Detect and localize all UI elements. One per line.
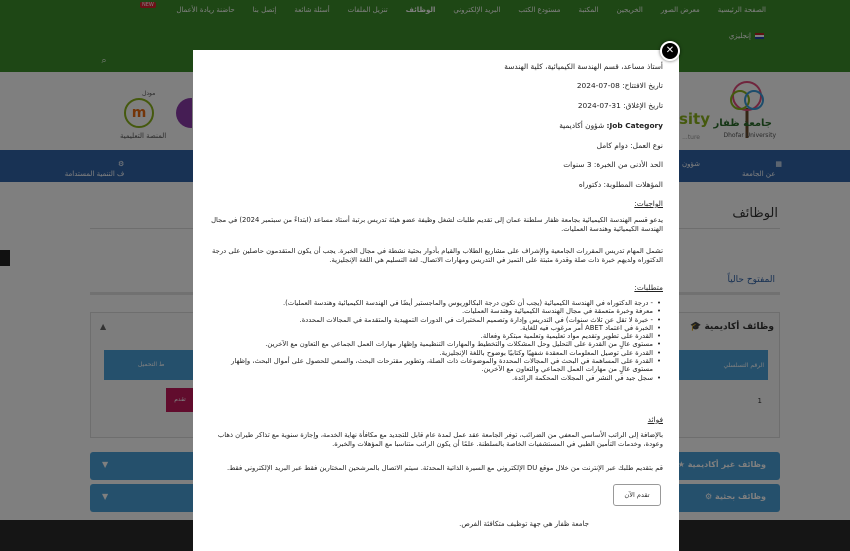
equal-opportunity-note: جامعة ظفار هي جهة توظيف متكافئة الفرص. xyxy=(459,520,589,528)
close-modal-button[interactable] xyxy=(660,41,680,61)
job-category-value: شؤون أكاديمية xyxy=(559,121,605,130)
requirements-heading: متطلبات: xyxy=(634,283,663,292)
list-item: • القدرة على تطوير وتقديم مواد تعليمية وتعلمية مبتكرة وفعالة. xyxy=(211,332,663,340)
duties-paragraph: تشمل المهام تدريس المقررات الجامعية والإشراف على مشاريع الطلاب والقيام بأدوار بحثية نشطة في مجال الخبرة. يجب أن يكون المتقدمون حاصلين على درجة الدكتوراه ولديهم خبرة ذات صلة وقدرة مثبتة على التميز في التدريس ومهارات الاتصال. لغة التسليم هي اللغة الإنجليزية. xyxy=(212,247,663,264)
list-item: • - درجة الدكتوراه في الهندسة الكيميائية (يجب أن تكون درجة البكالوريوس والماجستير أيضًا في الهندسة الكيميائية وهندسة العمليات). xyxy=(211,299,663,307)
list-item: • مستوى عالٍ من القدرة على التحليل وحل المشكلات والتخطيط والمهارات التنظيمية وإظهار مهارات العمل الجماعي مع التعاون مع الآخرين. xyxy=(211,340,663,348)
benefits-heading: فوائد xyxy=(647,415,663,424)
position-title: أستاذ مساعد، قسم الهندسة الكيميائية، كلية الهندسة xyxy=(504,62,663,71)
list-item: • معرفة وخبرة متعمقة في مجال الهندسة الكيميائية وهندسة العمليات. xyxy=(211,307,663,315)
opening-date: تاريخ الافتتاح: 08-07-2024 xyxy=(576,81,663,90)
work-type: نوع العمل: دوام كامل xyxy=(596,141,663,150)
apply-now-button[interactable]: تقدم الآن xyxy=(613,484,661,506)
job-category xyxy=(559,121,663,130)
min-experience: الحد الأدنى من الخبرة: 3 سنوات xyxy=(563,160,663,169)
closing-date: تاريخ الإغلاق: 31-07-2024 xyxy=(577,101,663,110)
qualifications: المؤهلات المطلوبة: دكتوراه xyxy=(578,180,663,189)
list-item: • الخبرة في اعتماد ABET أمر مرغوب فيه للغاية. xyxy=(211,324,663,332)
list-item: • القدرة على توصيل المعلومات المعقدة شفهيًا وكتابيًا بوضوح باللغة الإنجليزية. xyxy=(211,349,663,357)
duties-heading: الواجبات: xyxy=(634,199,663,208)
job-details-modal xyxy=(193,50,679,551)
close-icon: ✕ xyxy=(665,45,675,56)
intro-paragraph: يدعو قسم الهندسة الكيميائية بجامعة ظفار سلطنة عمان إلى تقديم طلبات لشغل وظيفة عضو هيئة تدريس برتبة أستاذ مساعد (ابتداءً من سبتمبر 2024) في مجال الهندسة الكيميائية وهندسة العمليات. xyxy=(211,216,663,233)
list-item: • القدرة على المساهمة في البحث في المجالات المحددة والموضوعات ذات الصلة، وتطوير مقترحات البحث، والسعي للحصول على أموال البحث، وإظهار مستوى عالٍ من مهارات العمل الجماعي والتعاون مع الآخرين. xyxy=(211,357,663,374)
list-item: • سجل جيد في النشر في المجلات المحكمة الرائدة. xyxy=(211,374,663,382)
list-item: • - خبرة لا تقل عن ثلاث سنوات) في التدريس وإدارة وتصميم المختبرات في الدورات التمهيدية والمتقدمة في المجالات المحددة. xyxy=(211,316,663,324)
requirements-list xyxy=(211,299,663,382)
job-category-label: Job Category: xyxy=(606,121,663,130)
apply-info: قم بتقديم طلبك عبر الإنترنت من خلال موقع DU الإلكتروني مع السيرة الذاتية المحدثة. سيتم الاتصال بالمرشحين المختارين فقط عبر البريد الإلكتروني فقط. xyxy=(226,464,663,472)
benefits-paragraph: بالإضافة إلى الراتب الأساسي المعفي من الضرائب، توفر الجامعة عقد عمل لمدة عام قابل للتجديد مع مكافأة نهاية الخدمة، وإجازة سنوية مع تذاكر طيران ذهاب وعودة، وخدمات التأمين الطبي في المستشفيات الخاصة بالسلطنة. علمًا أن يكون الراتب متناسبا مع المؤهلات والخبرة. xyxy=(217,431,663,448)
